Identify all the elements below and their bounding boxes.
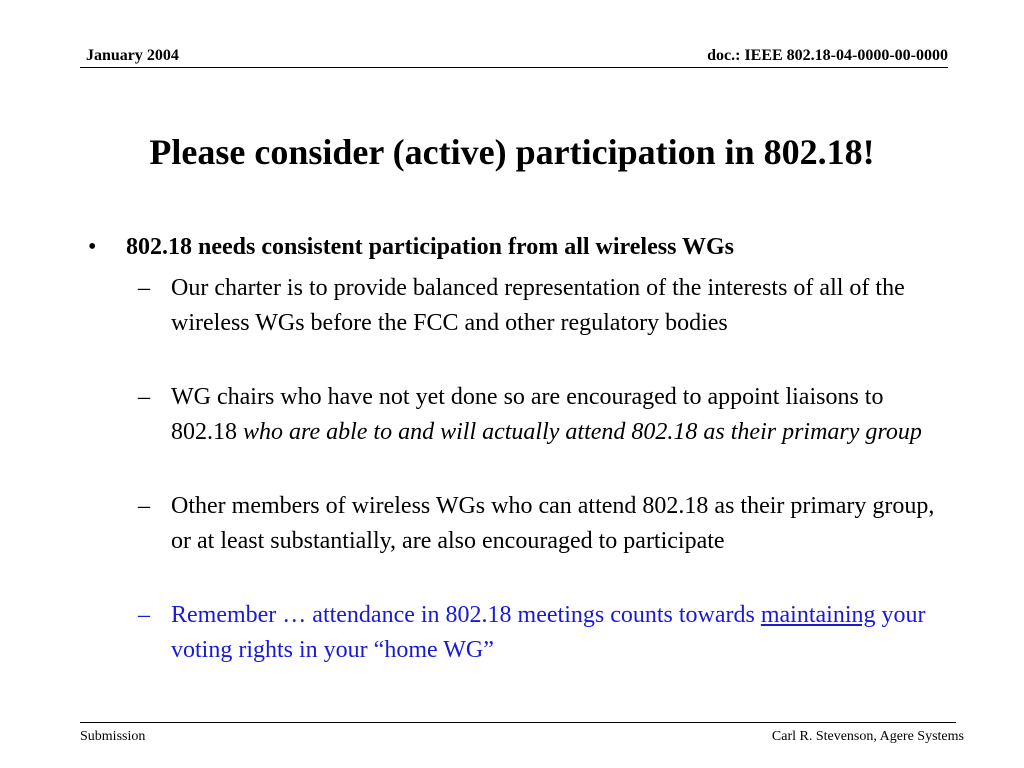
remember-underlined-text: maintaining — [760, 602, 876, 628]
header-date: January 2004 — [86, 47, 179, 64]
sub-bullet-text: Other members of wireless WGs who can attend 802.18 as their primary group, or at least substantially, are also encouraged to participate — [171, 493, 935, 554]
header-divider — [80, 67, 948, 68]
main-bullet-text: 802.18 needs consistent participation from all wireless WGs — [126, 234, 734, 260]
sub-bullet-italic-text: who are able to and will actually attend 802.18 as their primary group — [243, 418, 922, 445]
footer-submission: Submission — [80, 729, 146, 744]
bullet-marker: • — [88, 234, 97, 260]
sub-bullet-text: Our charter is to provide balanced representation of the interests of all of the wireless WGs before the FCC and other regulatory bodies — [171, 275, 905, 336]
dash-marker: – — [138, 275, 150, 301]
header-doc-id: doc.: IEEE 802.18-04-0000-00-0000 — [707, 47, 948, 64]
sub-bullet-plain-text: WG chairs who have not yet done so are encouraged to appoint liaisons to 802.18 — [171, 384, 884, 445]
sub-bullet-text — [171, 598, 941, 667]
footer-divider — [80, 722, 956, 723]
dash-marker: – — [138, 493, 150, 519]
slide-title: Please consider (active) participation in 802.18! — [149, 132, 875, 172]
sub-bullet-text — [171, 380, 941, 449]
remember-end-text: your voting rights in your “home WG” — [171, 602, 926, 663]
footer-author: Carl R. Stevenson, Agere Systems — [771, 729, 964, 744]
remember-start-text: Remember … attendance in 802.18 meetings counts towards — [171, 602, 761, 628]
dash-marker: – — [138, 602, 150, 628]
dash-marker: – — [138, 384, 150, 410]
